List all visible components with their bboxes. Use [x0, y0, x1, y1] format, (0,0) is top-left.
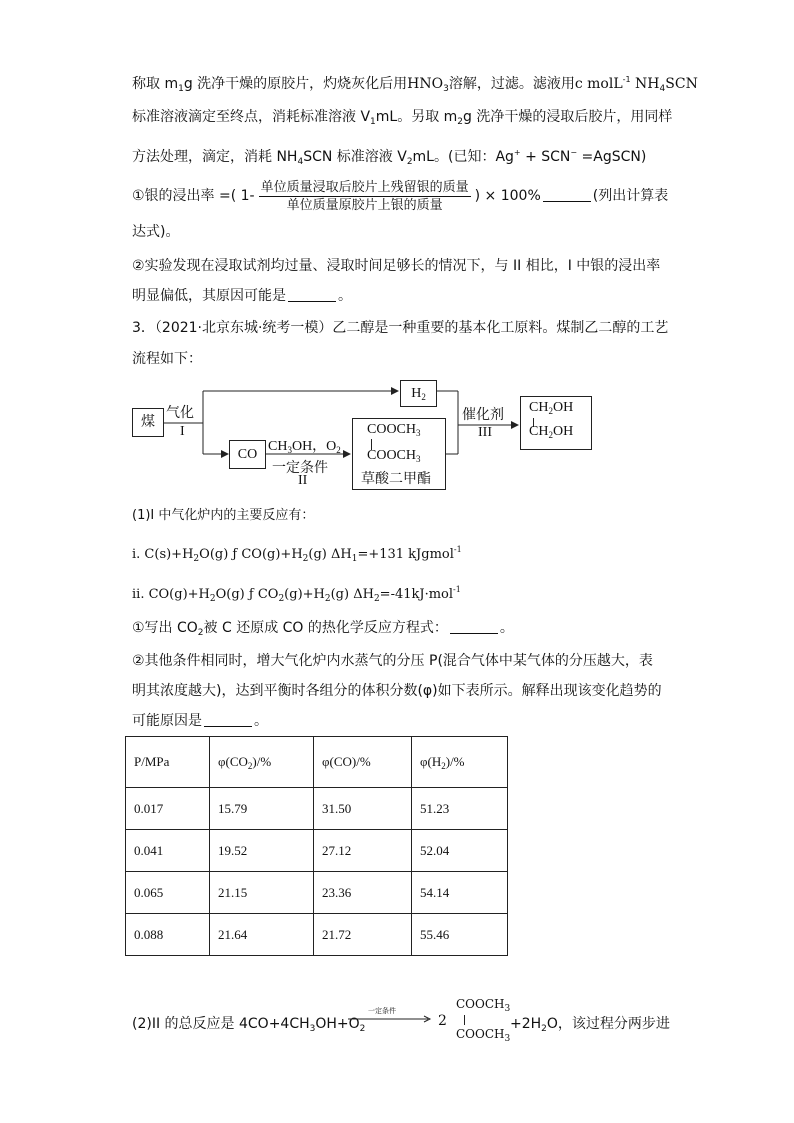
para1-line3: 方法处理，滴定，消耗 $NH_4SCN$ 标准溶液 $V_2mL$。(已知：Ag+ + SCN− =AgSCN)	[132, 148, 647, 167]
catalyst-label: 催化剂	[462, 408, 504, 423]
question-1-formula: ①银的浸出率 =( 1- $\frac{\text{单位质量浸取后胶片上残留银的质量}}{\text{单位质量原胶片上银的质量}}$ ) × 100% (列出计算表	[132, 179, 669, 213]
cell-h2: 55.46	[412, 914, 508, 956]
ester-bottom: $COOCH_3$	[456, 1027, 511, 1044]
co-box: CO	[229, 440, 266, 469]
para1-line2: 标准溶液滴定至终点，消耗标准溶液 $V_1mL$。另取 $m_2g$ 洗净干燥的浸取后胶片，用同样	[132, 109, 673, 127]
cell-co2: 21.15	[210, 872, 314, 914]
glycol-bottom: $CH_2OH$	[529, 424, 574, 440]
reagent-label: $CH_3OH$，$O_2$	[268, 439, 341, 455]
header-co2: $\varphi(CO_2)/\%$	[210, 737, 314, 788]
cell-h2: 52.04	[412, 830, 508, 872]
para1-line1: 称取 $m_1g$ 洗净干燥的原胶片，灼烧灰化后用$HNO_3$溶解，过滤。滤液用c molL$^{-1}$ $NH_4SCN$	[132, 75, 698, 94]
cell-h2: 51.23	[412, 788, 508, 830]
problem-3-line1: 3．（2021·北京东城·统考一模）乙二醇是一种重要的基本化工原料。煤制乙二醇的工艺	[132, 320, 669, 336]
coal-box: 煤	[132, 408, 164, 437]
header-h2: $\varphi(H_2)/\%$	[412, 737, 508, 788]
part-1-question-2-line3: 可能原因是 。	[132, 713, 268, 729]
reaction-ii: ii. $CO(g)+H_2O(g)$ ƒ $CO_2(g)+H_2(g)$ $\Delta H_2=-41kJ\cdot mol^{-1}$	[132, 585, 461, 604]
part-2-equation	[132, 995, 672, 1045]
cell-pressure: 0.088	[126, 914, 210, 956]
ester-top: $COOCH_3$	[456, 997, 511, 1014]
dimethyl-oxalate-box	[352, 418, 446, 490]
part-1-title: (1)I 中气化炉内的主要反应有：	[132, 508, 315, 523]
step-2-label: II	[298, 473, 308, 488]
arrow-icon	[348, 1015, 432, 1025]
part-1-question-2-line1: ②其他条件相同时，增大气化炉内水蒸气的分压 P(混合气体中某气体的分压越大，表	[132, 653, 653, 669]
answer-blank[interactable]	[543, 187, 591, 202]
process-flow-diagram	[128, 378, 598, 493]
answer-blank[interactable]	[204, 712, 252, 727]
cell-pressure: 0.041	[126, 830, 210, 872]
problem-3-line2: 流程如下：	[132, 351, 202, 367]
header-pressure: P/MPa	[126, 737, 210, 788]
glycol-top: $CH_2OH$	[529, 400, 574, 416]
answer-blank[interactable]	[450, 619, 498, 634]
bond-line	[464, 1015, 465, 1025]
fraction-denominator: 单位质量原胶片上银的质量	[286, 197, 443, 213]
ester-top: $COOCH_3$	[367, 422, 421, 438]
cell-co: 21.72	[314, 914, 412, 956]
answer-blank[interactable]	[288, 287, 336, 302]
header-co: φ(CO)/%	[314, 737, 412, 788]
cell-co2: 19.52	[210, 830, 314, 872]
cell-co2: 21.64	[210, 914, 314, 956]
table-header-row	[126, 737, 508, 788]
cell-co: 31.50	[314, 788, 412, 830]
arrow-condition: 一定条件	[368, 1007, 396, 1015]
step-1-label: I	[180, 424, 185, 439]
table-row	[126, 914, 508, 956]
condition-label: 一定条件	[272, 461, 328, 476]
fraction	[259, 179, 471, 214]
part-2-text-start: (2)II 的总反应是 $4CO+4CH_3OH+O_2$	[132, 1016, 366, 1034]
volume-fraction-table	[125, 736, 508, 956]
table-row	[126, 872, 508, 914]
ester-bottom: $COOCH_3$	[367, 448, 421, 464]
question-2-line2: 明显偏低，其原因可能是 。	[132, 288, 352, 304]
cell-co: 27.12	[314, 830, 412, 872]
part-1-question-2-line2: 明其浓度越大)，达到平衡时各组分的体积分数(φ)如下表所示。解释出现该变化趋势的	[132, 683, 662, 699]
gasify-label: 气化	[166, 406, 194, 421]
h2-box: $H_2$	[400, 380, 437, 407]
cell-pressure: 0.017	[126, 788, 210, 830]
fraction-numerator: 单位质量浸取后胶片上残留银的质量	[260, 179, 469, 195]
cell-co2: 15.79	[210, 788, 314, 830]
question-2-line1: ②实验发现在浸取试剂均过量、浸取时间足够长的情况下，与 II 相比，I 中银的浸出率	[132, 258, 661, 274]
cell-pressure: 0.065	[126, 872, 210, 914]
cell-h2: 54.14	[412, 872, 508, 914]
table-row	[126, 788, 508, 830]
reaction-arrow	[348, 1007, 432, 1020]
ethylene-glycol-box	[520, 396, 592, 450]
part-2-text-end: $+2H_2O$，该过程分两步进	[510, 1016, 670, 1034]
question-1-line2: 达式)。	[132, 224, 180, 240]
table-row	[126, 830, 508, 872]
reaction-i: i. $C(s)+H_2O(g)$ ƒ $CO(g)+H_2(g)$ $\Delta H_1=+131$ kJgmol$^{-1}$	[132, 545, 462, 564]
ester-name: 草酸二甲酯	[361, 472, 431, 487]
cell-co: 23.36	[314, 872, 412, 914]
part-1-question-1: ①写出 $CO_2$被 C 还原成 CO 的热化学反应方程式： 。	[132, 620, 514, 638]
step-3-label: III	[478, 425, 492, 440]
coefficient: 2	[438, 1013, 447, 1029]
